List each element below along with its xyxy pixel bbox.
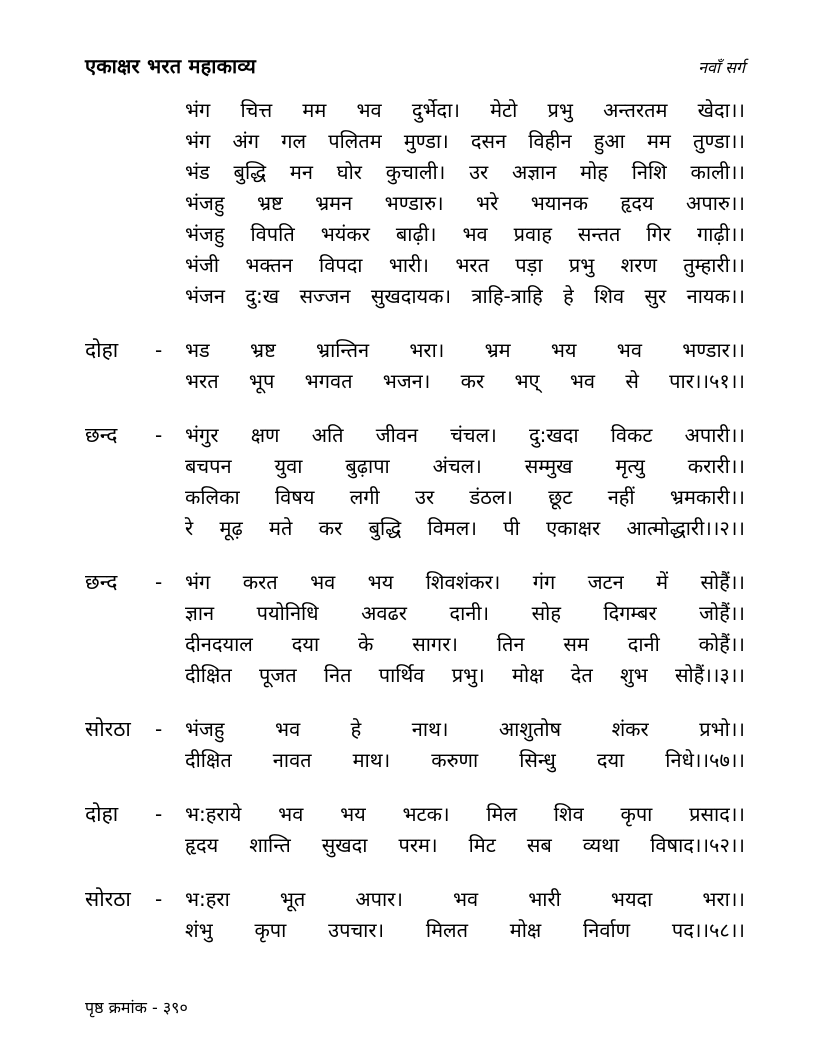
verse-line: भ:हराये भव भय भटक। मिल शिव कृपा प्रसाद।। <box>185 802 745 826</box>
stanza <box>85 567 745 691</box>
verse-line: रे मूढ़ मते कर बुद्धि विमल। पी एकाक्षर आत्मोद्धारी।।२।। <box>185 516 745 540</box>
stanza-lines <box>185 95 745 312</box>
verse-line: भड भ्रष्ट भ्रान्तिन भरा। भ्रम भय भव भण्डार।। <box>185 338 745 362</box>
page-title: एकाक्षर भरत महाकाव्य <box>85 54 257 78</box>
stanza-dash: - <box>155 338 163 362</box>
stanza-type-label: छन्द <box>85 423 118 447</box>
page-number: पृष्ठ क्रमांक - ३९० <box>85 998 188 1017</box>
stanza-type-label: दोहा <box>85 338 119 362</box>
verse-line: दीक्षित नावत माथ। करुणा सिन्धु दया निधे।।५७।। <box>185 748 745 772</box>
stanza-lines <box>185 799 745 861</box>
verse-line: भरत भूप भगवत भजन। कर भए् भव से पार।।५१।। <box>185 369 745 393</box>
verse-line: भंग अंग गल पलितम मुण्डा। दसन विहीन हुआ मम तुण्डा।। <box>185 129 745 153</box>
verse-line: ज्ञान पयोनिधि अवढर दानी। सोह दिगम्बर जोहैं।। <box>185 601 745 625</box>
page-header <box>85 52 745 79</box>
stanza <box>85 884 745 946</box>
verse-line: भंगुर क्षण अति जीवन चंचल। दु:खदा विकट अपारी।। <box>185 423 745 447</box>
verse-line: दीनदयाल दया के सागर। तिन सम दानी कोहैं।। <box>185 632 745 656</box>
verse-line: शंभु कृपा उपचार। मिलत मोक्ष निर्वाण पद।।५८।। <box>185 918 745 942</box>
stanza <box>85 335 745 397</box>
stanza-lines <box>185 420 745 544</box>
stanza-lines <box>185 335 745 397</box>
stanza-lines <box>185 714 745 776</box>
stanza-dash: - <box>155 717 163 741</box>
verse-line: भंग चित्त मम भव दुर्भेदा। मेटो प्रभु अन्तरतम खेदा।। <box>185 98 745 122</box>
verse-line: भंजहु विपति भयंकर बाढ़ी। भव प्रवाह सन्तत गिर गाढ़ी।। <box>185 222 745 246</box>
verse-line: भंजहु भव हे नाथ। आशुतोष शंकर प्रभो।। <box>185 717 745 741</box>
stanza-type-label: सोरठा <box>85 887 131 911</box>
verse-line: दीक्षित पूजत नित पार्थिव प्रभु। मोक्ष देत शुभ सोहैं।।३।। <box>185 663 745 687</box>
stanza-type-label: सोरठा <box>85 717 131 741</box>
chapter-label: नवाँ सर्ग <box>698 58 745 77</box>
stanza-lines <box>185 567 745 691</box>
stanza <box>85 714 745 776</box>
stanza <box>85 420 745 544</box>
verse-line: भंजन दु:ख सज्जन सुखदायक। त्राहि-त्राहि हे शिव सुर नायक।। <box>185 284 745 308</box>
stanza <box>85 95 745 312</box>
verse-line: भंड बुद्धि मन घोर कुचाली। उर अज्ञान मोह निशि काली।। <box>185 160 745 184</box>
stanza <box>85 799 745 861</box>
stanza-dash: - <box>155 887 163 911</box>
verse-line: भंजहु भ्रष्ट भ्रमन भण्डारु। भरे भयानक हृदय अपारु।। <box>185 191 745 215</box>
stanza-dash: - <box>155 423 163 447</box>
stanza-type-label: छन्द <box>85 570 118 594</box>
verse-line: कलिका विषय लगी उर डंठल। छूट नहीं भ्रमकारी।। <box>185 485 745 509</box>
verse-line: भ:हरा भूत अपार। भव भारी भयदा भरा।। <box>185 887 745 911</box>
stanzas-container <box>85 95 745 946</box>
verse-line: बचपन युवा बुढ़ापा अंचल। सम्मुख मृत्यु करारी।। <box>185 454 745 478</box>
stanza-type-label: दोहा <box>85 802 119 826</box>
stanza-dash: - <box>155 570 163 594</box>
verse-line: भंजी भक्तन विपदा भारी। भरत पड़ा प्रभु शरण तुम्हारी।। <box>185 253 745 277</box>
stanza-dash: - <box>155 802 163 826</box>
verse-line: हृदय शान्ति सुखदा परम। मिट सब व्यथा विषाद।।५२।। <box>185 833 745 857</box>
verse-line: भंग करत भव भय शिवशंकर। गंग जटन में सोहैं।। <box>185 570 745 594</box>
stanza-lines <box>185 884 745 946</box>
